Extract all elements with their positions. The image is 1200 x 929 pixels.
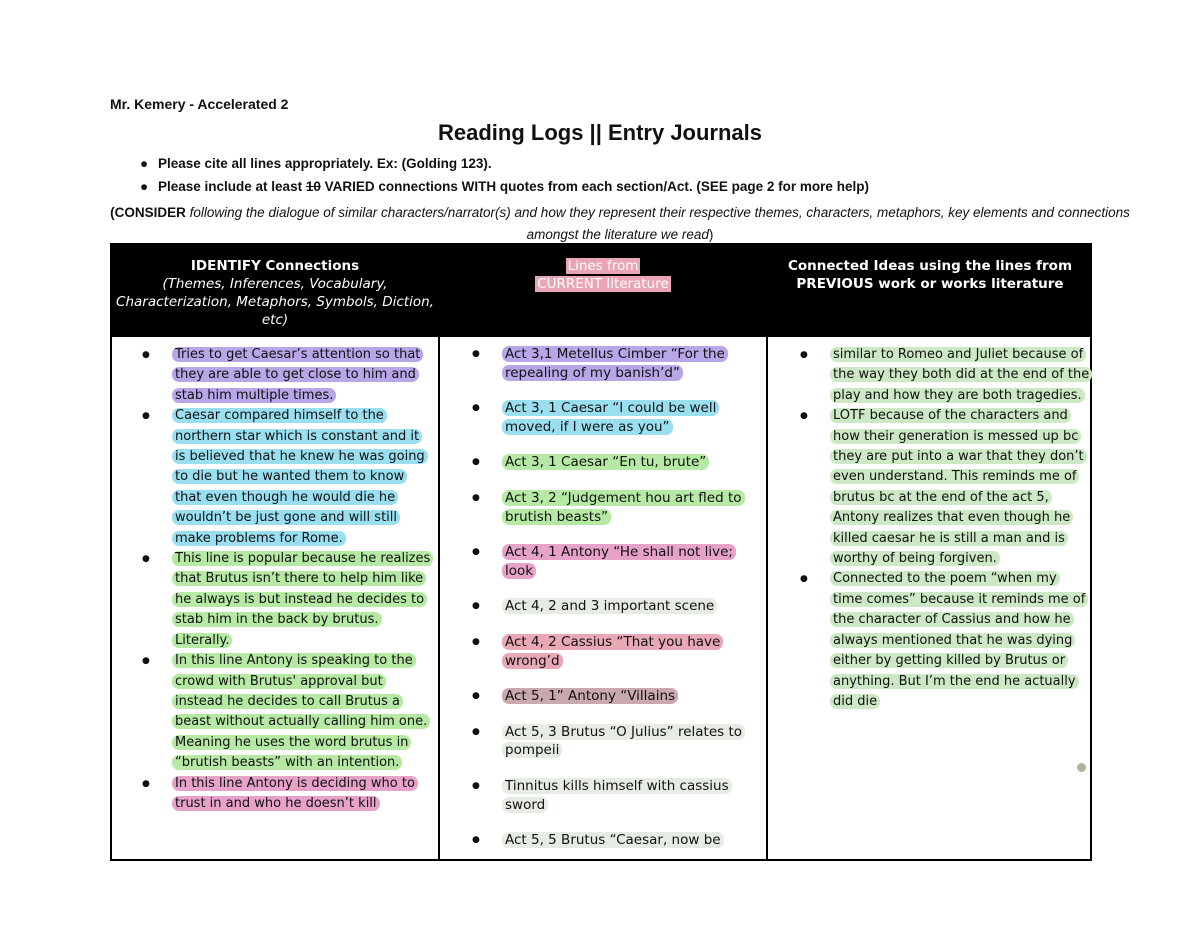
list-item [472,399,762,436]
list-item [472,543,762,580]
list-item [800,345,1090,406]
list-item [472,489,762,526]
list-item [472,597,762,616]
header-col2-line1: Lines from [567,258,639,274]
struck-number: 10 [305,179,321,194]
quote-text: Tinnitus kills himself with cassius sword [502,778,732,813]
instruction-item-2 [140,179,869,194]
header-col1-subtitle: (Themes, Inferences, Vocabulary, Characterization, Metaphors, Symbols, Diction, etc) [116,276,434,328]
table-header-row [112,245,1090,337]
list-item [472,453,762,472]
column-divider [766,245,768,859]
list-item [142,549,432,651]
connection-text: This line is popular because he realizes that Brutus isn’t there to help him like he always is but instead he decides to stab him in the back by brutus. Literally. [172,551,433,648]
bullet-icon: ● [140,156,149,171]
list-item [472,687,762,706]
connection-text: Tries to get Caesar’s attention so that they are able to get close to him and stab him multiple times. [172,347,423,403]
quote-text: Act 5, 3 Brutus “O Julius” relates to pompeii [502,724,745,759]
idea-text: Connected to the poem “when my time comes” because it reminds me of the character of Cassius and how he always mentioned that he was dying either by getting killed by Brutus or anything. But I’m the end he actually did die [830,571,1088,708]
quote-text: Act 3, 1 Caesar “En tu, brute” [502,454,709,470]
list-item [142,774,432,815]
connection-text: In this line Antony is deciding who to trust in and who he doesn’t kill [172,776,418,811]
bullet-icon: ● [140,179,149,194]
list-item [472,831,762,850]
quote-text: Act 4, 2 Cassius “That you have wrong’d [502,634,723,669]
quote-text: Act 5, 5 Brutus “Caesar, now be [502,832,724,848]
column-divider [438,245,440,859]
list-item [142,406,432,549]
consider-note [110,202,1130,246]
quote-text: Act 4, 2 and 3 important scene [502,598,717,614]
header-col3-title: Connected Ideas using the lines from PREVIOUS work or works literature [787,258,1073,292]
quote-text: Act 3, 1 Caesar “I could be well moved, if I were as you” [502,400,719,435]
list-item [472,777,762,814]
header-connected-ideas [768,245,1092,337]
quote-text: Act 5, 1” Antony “Villains [502,688,678,704]
idea-text: LOTF because of the characters and how their generation is messed up bc they are put into a war that they don’t even understand. This reminds me of brutus bc at the end of the act 5, Antony realizes that even though he killed caesar he is still a man and is worthy of being forgiven. [830,408,1087,566]
header-identify-connections [112,245,438,337]
reading-log-table [110,243,1092,861]
header-col1-title: IDENTIFY Connections [190,258,360,274]
list-item [472,633,762,670]
consider-close: ) [708,227,714,242]
quote-text: Act 3, 2 “Judgement hou art fled to brutish beasts” [502,490,745,525]
instruction-text-2a: Please include at least [158,179,306,194]
header-col2-line2: CURRENT literature [537,276,669,292]
connected-ideas-column [800,345,1090,712]
teacher-header: Mr. Kemery - Accelerated 2 [110,96,289,112]
list-item [800,569,1090,712]
consider-label: (CONSIDER [110,205,186,220]
list-item [142,651,432,773]
instruction-item-1 [140,156,492,171]
identify-connections-column [142,345,432,814]
consider-body: following the dialogue of similar characters/narrator(s) and how they represent their respective themes, characters, metaphors, key elements and connections amongst the literature we read [185,205,1130,242]
current-lines-column [472,345,762,867]
connection-text: Caesar compared himself to the northern star which is constant and it is believed that he knew he was going to die but he wanted them to know that even though he would die he wouldn’t be just gone and will still make problems for Rome. [172,408,428,545]
list-item [142,345,432,406]
quote-text: Act 4, 1 Antony “He shall not live; look [502,544,736,579]
connection-text: In this line Antony is speaking to the crowd with Brutus' approval but instead he decides to call Brutus a beast without actually calling him one. Meaning he uses the word brutus in “brutish beasts” with an intention. [172,653,430,770]
instruction-text-1: Please cite all lines appropriately. Ex: (Golding 123). [158,156,492,171]
list-item [800,406,1090,569]
page-title: Reading Logs || Entry Journals [437,120,763,145]
instruction-text-2b: VARIED connections WITH quotes from each section/Act. (SEE page 2 for more help) [320,179,869,194]
list-item [472,723,762,760]
header-current-lines [440,245,766,337]
list-item [472,345,762,382]
idea-text: similar to Romeo and Juliet because of the way they both did at the end of the play and how they are both tragedies. [830,347,1092,403]
stray-mark [1077,763,1086,772]
quote-text: Act 3,1 Metellus Cimber “For the repealing of my banish’d” [502,346,728,381]
